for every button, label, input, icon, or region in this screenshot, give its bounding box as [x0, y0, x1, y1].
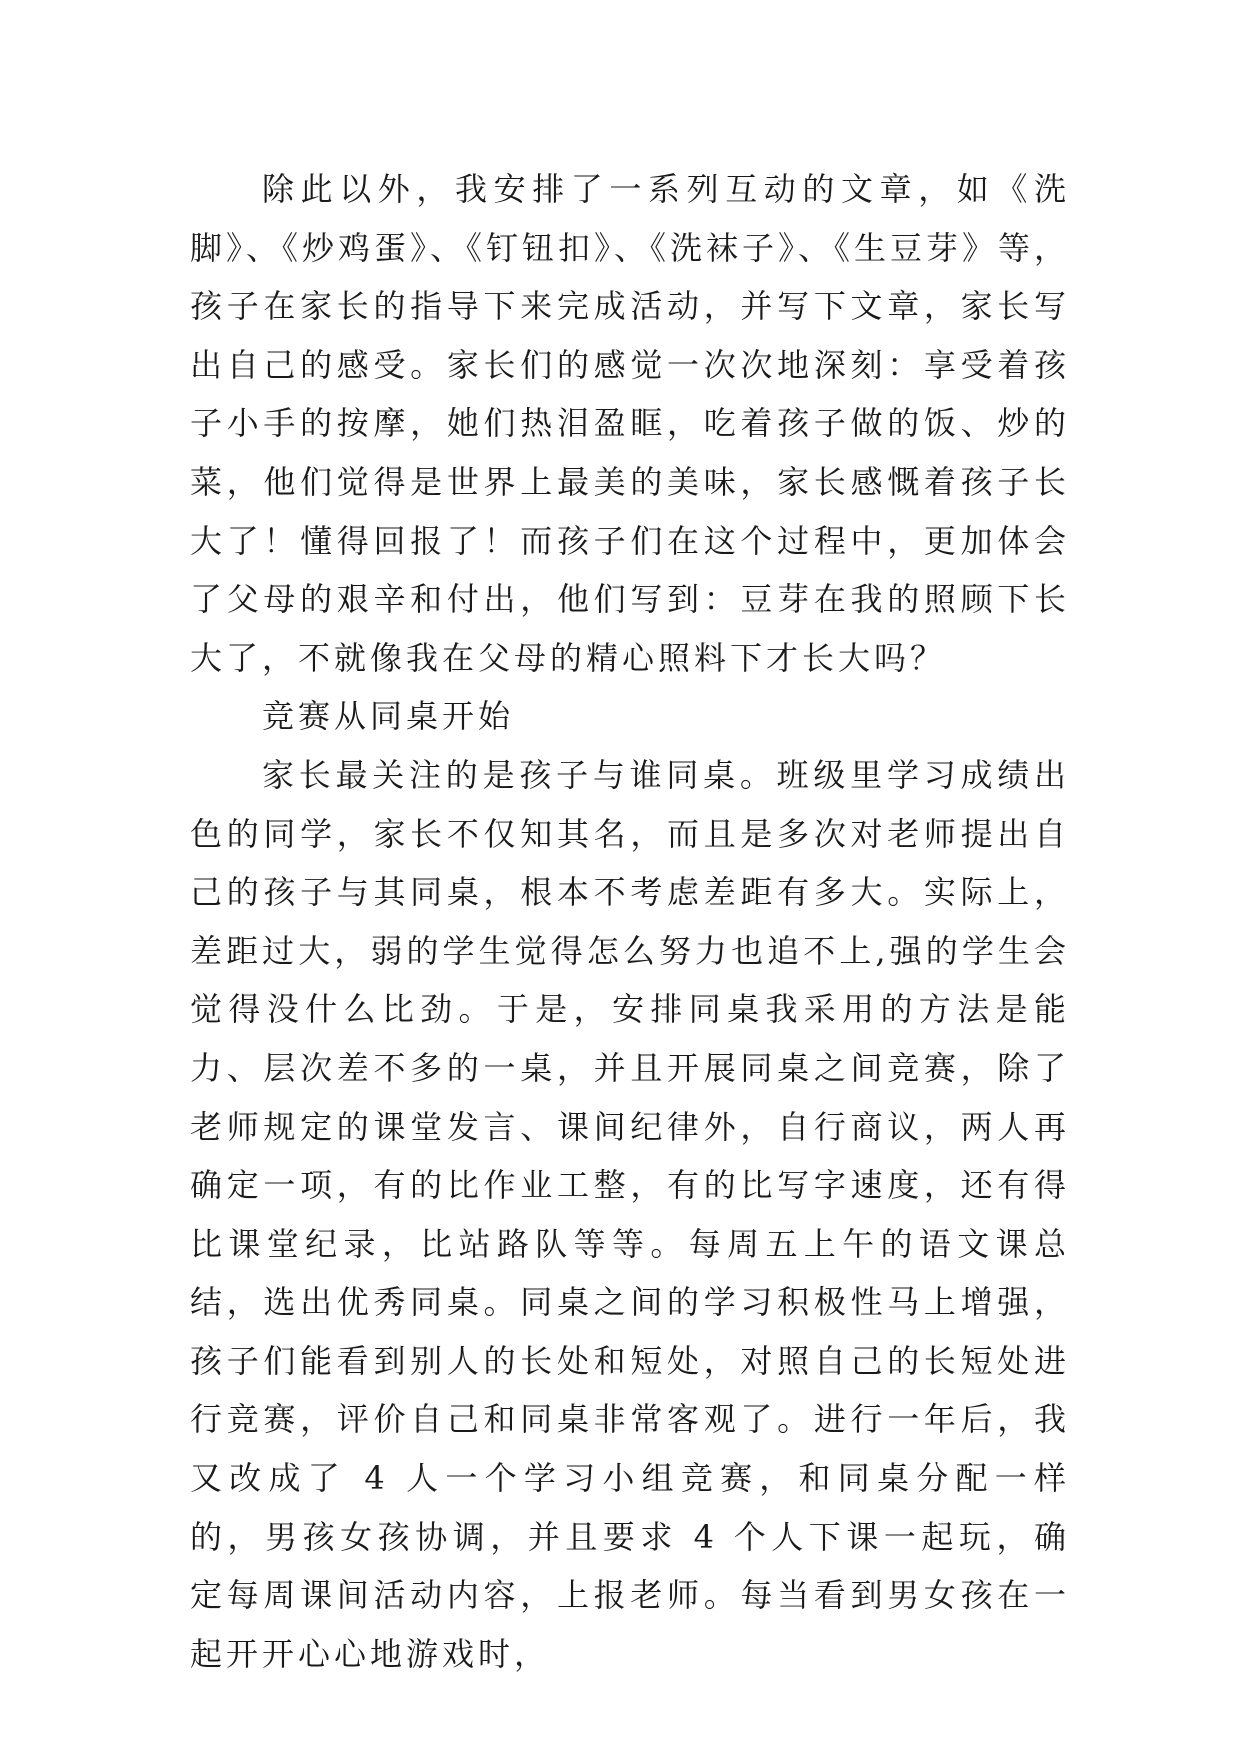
- paragraph-interactive-articles: 除此以外，我安排了一系列互动的文章，如《洗脚》、《炒鸡蛋》、《钉钮扣》、《洗袜子》、《生豆芽》等，孩子在家长的指导下来完成活动，并写下文章，家长写出自己的感受。家长们的感觉一次次地深刻：享受着孩子小手的按摩，她们热泪盈眶，吃着孩子做的饭、炒的菜，他们觉得是世界上最美的美味，家长感慨着孩子长大了！懂得回报了！而孩子们在这个过程中，更加体会了父母的艰辛和付出，他们写到：豆芽在我的照顾下长大了，不就像我在父母的精心照料下才长大吗？: [190, 170, 1071, 677]
- paragraph-deskmate-competition: 家长最关注的是孩子与谁同桌。班级里学习成绩出色的同学，家长不仅知其名，而且是多次对老师提出自己的孩子与其同桌，根本不考虑差距有多大。实际上，差距过大，弱的学生觉得怎么努力也追不上,强的学生会觉得没什么比劲。于是，安排同桌我采用的方法是能力、层次差不多的一桌，并且开展同桌之间竞赛，除了老师规定的课堂发言、课间纪律外，自行商议，两人再确定一项，有的比作业工整，有的比写字速度，还有得比课堂纪录，比站路队等等。每周五上午的语文课总结，选出优秀同桌。同桌之间的学习积极性马上增强，孩子们能看到别人的长处和短处，对照自己的长短处进行竞赛，评价自己和同桌非常客观了。进行一年后，我又改成了 4 人一个学习小组竞赛，和同桌分配一样的，男孩女孩协调，并且要求 4 个人下课一起玩，确定每周课间活动内容，上报老师。每当看到男女孩在一起开开心心地游戏时，: [190, 755, 1070, 1673]
- section-heading: 竞赛从同桌开始: [262, 697, 515, 736]
- body-text: [190, 160, 1070, 1683]
